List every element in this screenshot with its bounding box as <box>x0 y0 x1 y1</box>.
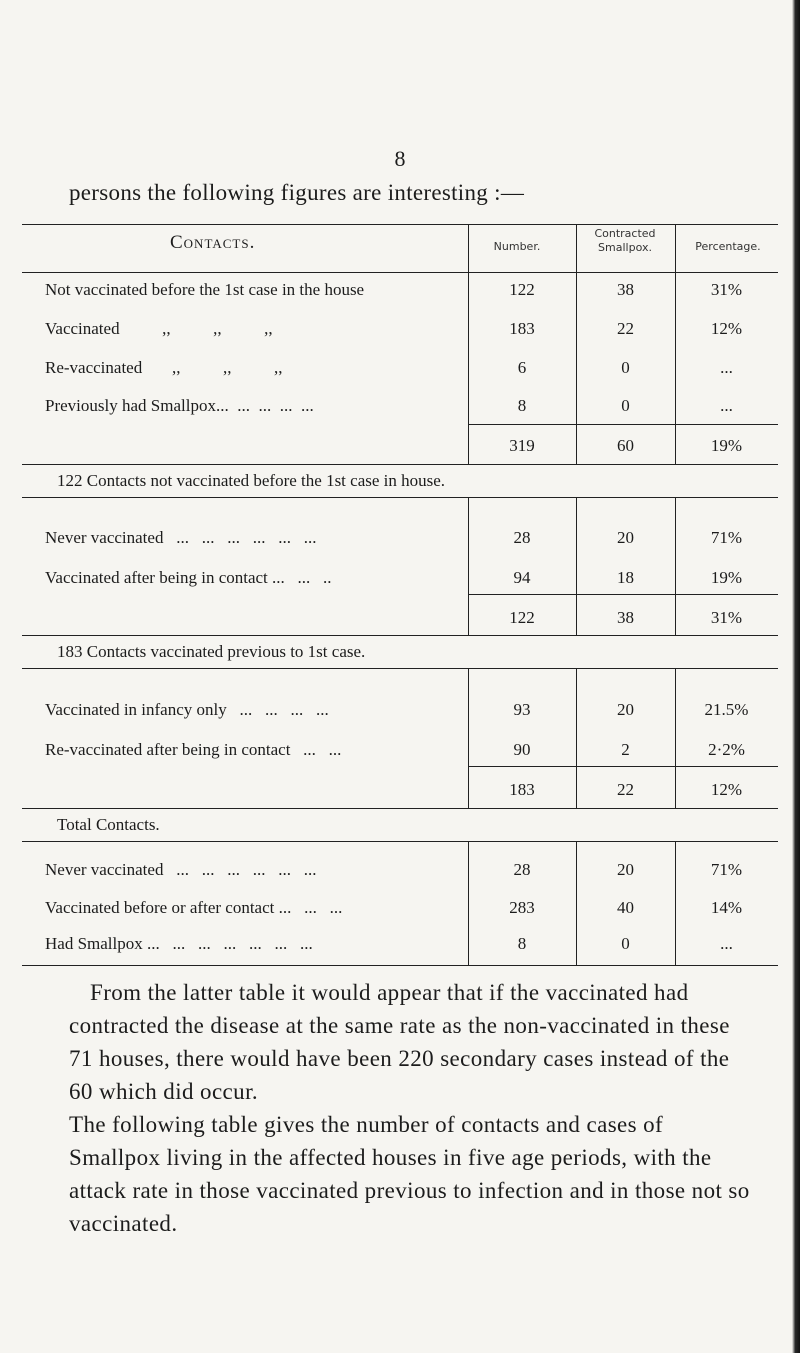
section-rule <box>22 668 778 669</box>
row-label: Re-vaccinated after being in contact ... ... <box>45 740 342 759</box>
section-title: 183 Contacts vaccinated previous to 1st case. <box>57 642 366 661</box>
row-percentage: 14% <box>710 898 743 917</box>
col-rule <box>468 224 469 464</box>
row-percentage: 71% <box>710 528 743 547</box>
row-number: 283 <box>509 898 535 917</box>
page-number: 8 <box>394 146 406 171</box>
total-percentage: 31% <box>710 608 743 627</box>
row-label: Re-vaccinated ,, ,, ,, <box>45 358 283 377</box>
row-label: Never vaccinated ... ... ... ... ... ... <box>45 860 317 879</box>
row-label: Vaccinated after being in contact ... ... .. <box>45 568 332 587</box>
row-contracted: 0 <box>621 396 630 415</box>
row-contracted: 0 <box>621 934 630 953</box>
col-rule <box>576 224 577 464</box>
header-number: Number. <box>493 240 541 253</box>
table-top-rule <box>22 224 778 225</box>
row-contracted: 2 <box>621 740 630 759</box>
row-number: 93 <box>513 700 531 719</box>
row-number: 8 <box>517 396 527 415</box>
row-percentage: 21.5% <box>704 700 749 719</box>
row-number: 6 <box>517 358 527 377</box>
row-number: 28 <box>513 860 531 879</box>
total-contracted: 22 <box>617 780 634 799</box>
section-rule <box>22 635 778 636</box>
row-number: 122 <box>509 280 535 299</box>
row-percentage: 2·2% <box>708 740 745 759</box>
page-edge <box>792 0 800 1353</box>
row-number: 28 <box>513 528 531 547</box>
section-title: 122 Contacts not vaccinated before the 1st case in house. <box>57 471 446 490</box>
header-contacts: Contacts. <box>170 232 256 253</box>
row-contracted: 18 <box>617 568 634 587</box>
row-number: 183 <box>509 319 535 338</box>
row-percentage: 19% <box>710 568 743 587</box>
total-percentage: 19% <box>710 436 743 455</box>
row-percentage: ... <box>720 358 733 377</box>
row-label: Vaccinated ,, ,, ,, <box>45 319 273 338</box>
row-number: 8 <box>517 934 527 953</box>
paragraph: The following table gives the number of contacts and cases of Smallpox living in the affected houses in five age periods, with the attack rate in those vaccinated previous to infection and in those not so vaccinated. <box>69 1112 750 1236</box>
row-contracted: 20 <box>617 860 634 879</box>
subtotal-rule <box>468 424 778 425</box>
row-number: 94 <box>513 568 531 587</box>
total-contracted: 60 <box>617 436 634 455</box>
row-percentage: ... <box>720 396 733 415</box>
total-number: 183 <box>509 780 535 799</box>
header-percentage: Percentage. <box>695 240 761 253</box>
row-percentage: 12% <box>710 319 743 338</box>
row-percentage: 71% <box>710 860 743 879</box>
row-contracted: 40 <box>617 898 634 917</box>
table-bottom-rule <box>22 965 778 966</box>
total-contracted: 38 <box>617 608 634 627</box>
row-label: Never vaccinated ... ... ... ... ... ... <box>45 528 317 547</box>
total-number: 122 <box>509 608 535 627</box>
row-contracted: 22 <box>617 319 634 338</box>
total-number: 319 <box>509 436 535 455</box>
row-percentage: ... <box>720 934 733 953</box>
section-rule <box>22 841 778 842</box>
row-contracted: 20 <box>617 528 634 547</box>
row-label: Not vaccinated before the 1st case in the house <box>45 280 365 299</box>
row-label: Had Smallpox ... ... ... ... ... ... ... <box>45 934 313 953</box>
row-label: Vaccinated in infancy only ... ... ... ... <box>45 700 329 719</box>
row-label: Vaccinated before or after contact ... ... ... <box>45 898 343 917</box>
row-label: Previously had Smallpox... ... ... ... ... <box>45 396 314 415</box>
col-rule <box>675 224 676 464</box>
total-percentage: 12% <box>710 780 743 799</box>
section-rule <box>22 464 778 465</box>
row-contracted: 38 <box>617 280 634 299</box>
subtotal-rule <box>468 766 778 767</box>
header-rule <box>22 272 778 273</box>
row-percentage: 31% <box>710 280 743 299</box>
section-rule <box>22 497 778 498</box>
header-contracted: Contracted Smallpox. <box>594 227 656 254</box>
section-rule <box>22 808 778 809</box>
section-title: Total Contacts. <box>57 815 160 834</box>
row-number: 90 <box>513 740 531 759</box>
subtotal-rule <box>468 594 778 595</box>
paragraph: From the latter table it would appear that if the vaccinated had contracted the disease at the same rate as the non-vaccinated in these 71 houses, there would have been 220 secondary cases instead of the 60 which did occur. <box>69 980 730 1104</box>
row-contracted: 20 <box>617 700 634 719</box>
intro-line: persons the following figures are interesting :— <box>69 180 525 205</box>
row-contracted: 0 <box>621 358 630 377</box>
body-text <box>69 976 759 1240</box>
